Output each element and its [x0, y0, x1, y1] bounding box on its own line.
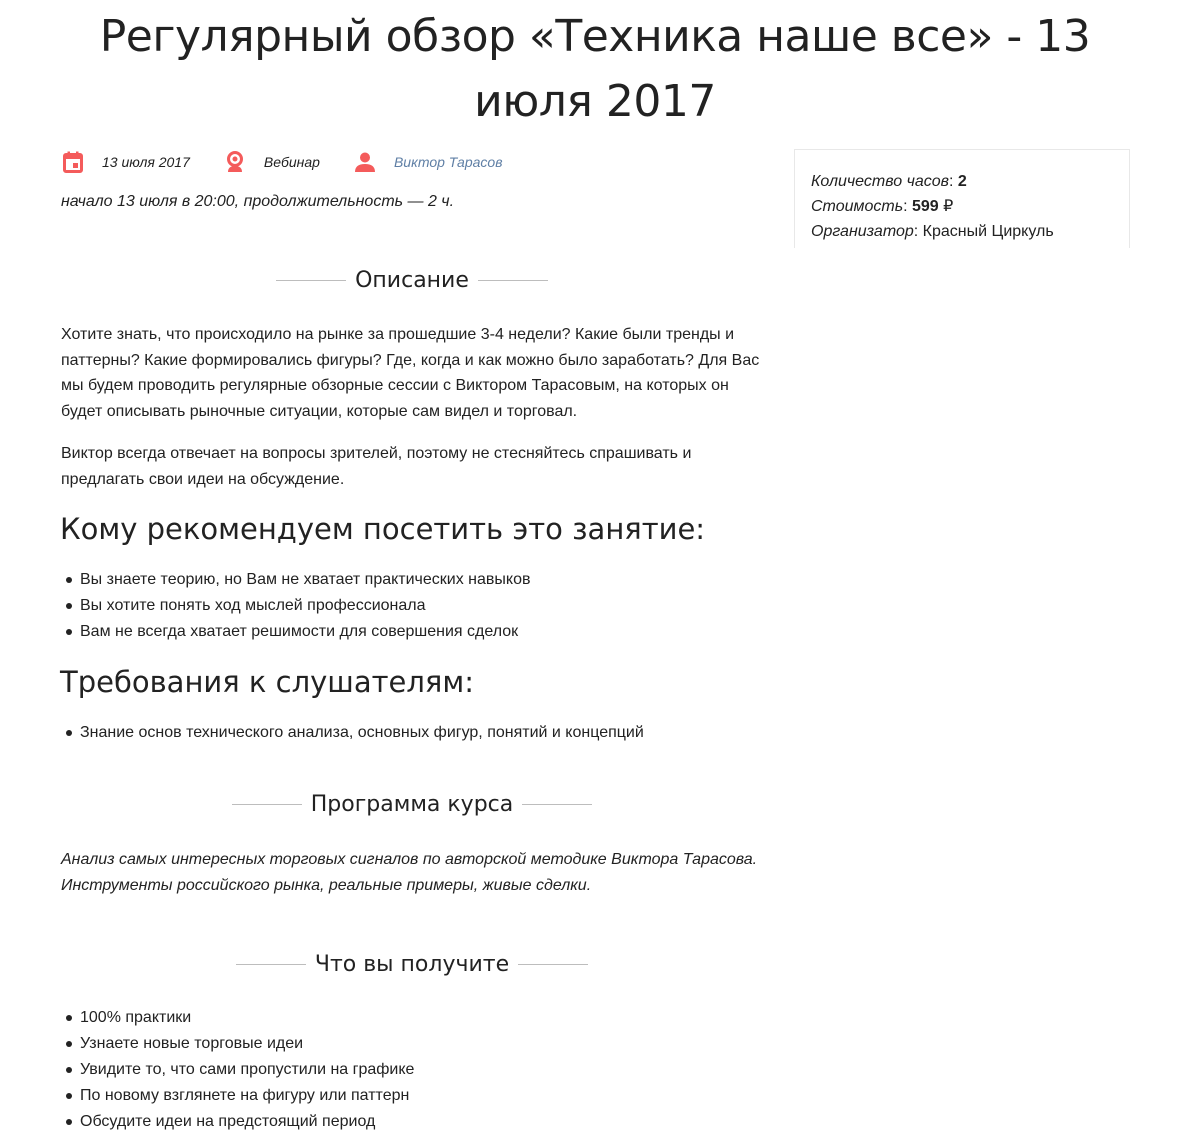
hours-row: Количество часов: 2 [811, 173, 967, 190]
organizer-row: Организатор: Красный Циркуль [811, 223, 1054, 240]
divider-line [236, 964, 306, 965]
bullet-icon [66, 1093, 72, 1099]
meta-author[interactable] [354, 151, 503, 173]
bullet-icon [66, 629, 72, 635]
price-row: Стоимость: 599 ₽ [811, 198, 954, 215]
meta-date-text: 13 июля 2017 [102, 154, 190, 170]
audience-list [66, 567, 530, 645]
bullet-icon [66, 1067, 72, 1073]
author-link[interactable]: Виктор Тарасов [393, 154, 503, 170]
bullet-icon [66, 1119, 72, 1125]
list-item: По новому взглянете на фигуру или паттерн [66, 1083, 414, 1109]
requirements-heading: Требования к слушателям: [60, 665, 474, 699]
description-heading: Описание [355, 268, 469, 293]
divider-line [232, 804, 302, 805]
program-heading: Программа курса [310, 792, 514, 817]
description-paragraph-1: Хотите знать, что происходило на рынке за прошедшие 3-4 недели? Какие были тренды и паттерны? Какие формировались фигуры? Где, когда и как можно было заработать? Для Вас мы будем проводить регулярные обзорные сессии с Виктором Тарасовым, на которых он будет описывать рыночные ситуации, которые сам видел и торговал. [61, 326, 760, 420]
course-info-box [794, 149, 1130, 248]
price-value: 599 [912, 198, 939, 215]
page-title [0, 4, 1182, 134]
divider-line [276, 280, 346, 281]
bullet-icon [66, 1015, 72, 1021]
divider-line [478, 280, 548, 281]
list-item: Обсудите идеи на предстоящий период [66, 1109, 414, 1135]
user-icon [354, 151, 376, 173]
benefits-list [66, 1005, 414, 1135]
hours-label: Количество часов [811, 173, 949, 190]
audience-heading: Кому рекомендуем посетить это занятие: [60, 512, 706, 546]
bullet-icon [66, 577, 72, 583]
bullet-icon [66, 730, 72, 736]
benefits-heading: Что вы получите [314, 952, 510, 977]
section-heading-program [60, 792, 764, 817]
section-heading-benefits [60, 952, 764, 977]
calendar-icon [62, 151, 84, 173]
list-item: Узнаете новые торговые идеи [66, 1031, 414, 1057]
ruble-icon: ₽ [943, 198, 954, 215]
list-item: 100% практики [66, 1005, 414, 1031]
page-title-line-1: Регулярный обзор «Техника наше все» - 13 [99, 11, 1091, 62]
price-label: Стоимость [811, 198, 904, 215]
hours-value: 2 [957, 173, 967, 190]
event-meta [62, 150, 537, 174]
list-item: Вы знаете теорию, но Вам не хватает практических навыков [66, 567, 530, 593]
divider-line [518, 964, 588, 965]
meta-format-text: Вебинар [263, 154, 320, 170]
list-item: Знание основ технического анализа, основных фигур, понятий и концепций [66, 720, 644, 746]
description-paragraph-2: Виктор всегда отвечает на вопросы зрителей, поэтому не стесняйтесь спрашивать и предлагать свои идеи на обсуждение. [61, 445, 692, 488]
organizer-value: Красный Циркуль [922, 223, 1054, 240]
meta-format [224, 151, 320, 173]
requirements-list [66, 720, 644, 746]
divider-line [522, 804, 592, 805]
bullet-icon [66, 603, 72, 609]
program-text: Анализ самых интересных торговых сигналов по авторской методике Виктора Тарасова. Инструменты российского рынка, реальные примеры, живые сделки. [61, 851, 758, 894]
organizer-label: Организатор [811, 223, 914, 240]
list-item: Увидите то, что сами пропустили на графике [66, 1057, 414, 1083]
list-item: Вы хотите понять ход мыслей профессионала [66, 593, 530, 619]
bullet-icon [66, 1041, 72, 1047]
webcam-icon [224, 151, 246, 173]
list-item: Вам не всегда хватает решимости для совершения сделок [66, 619, 530, 645]
page-title-line-2: июля 2017 [474, 76, 716, 127]
section-heading-description [60, 268, 764, 293]
start-time-text: начало 13 июля в 20:00, продолжительность — 2 ч. [61, 193, 455, 210]
meta-date [62, 151, 190, 173]
